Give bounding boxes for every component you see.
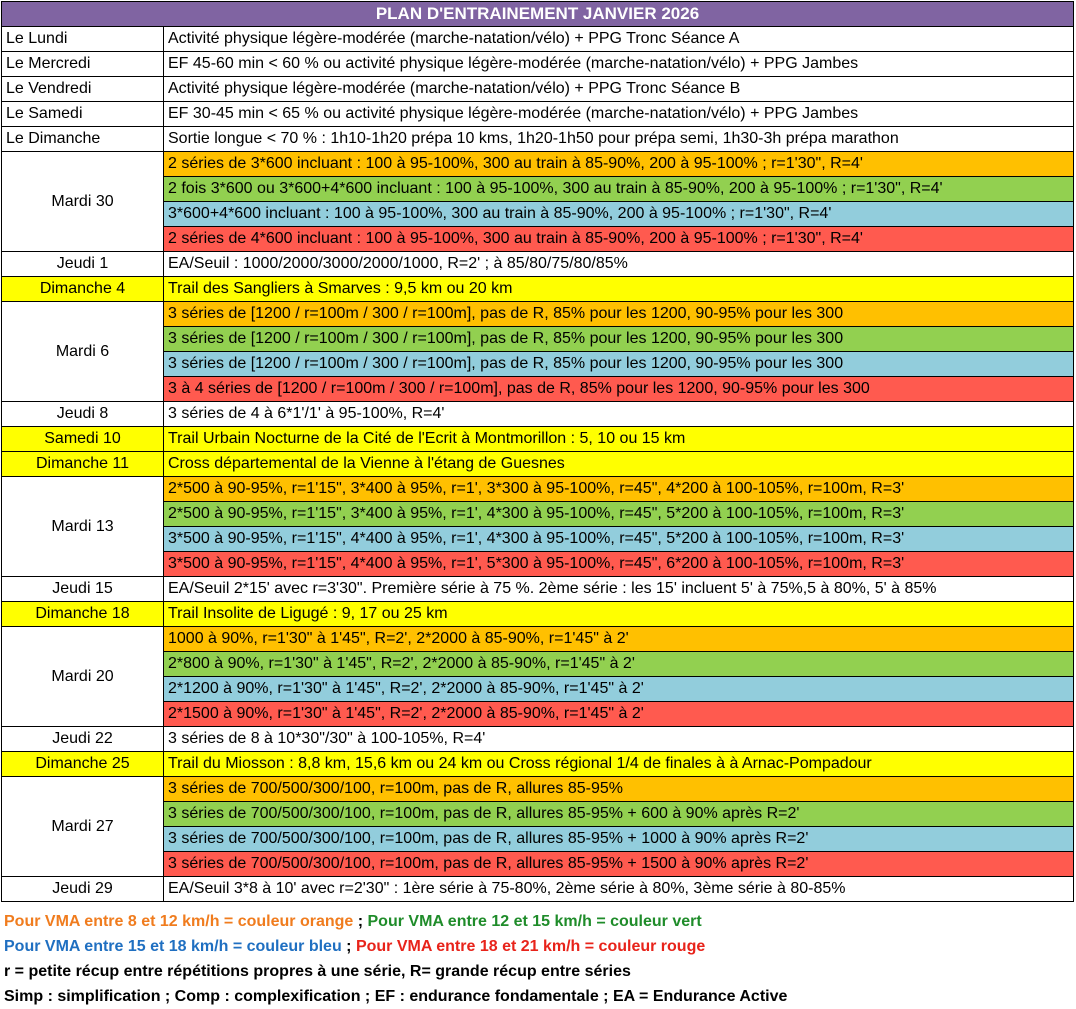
session-activity: EA/Seuil 3*8 à 10' avec r=2'30" : 1ère série à 75-80%, 2ème série à 80%, 3ème série à 80-85% [164, 877, 1074, 902]
legend-line-2 [4, 938, 705, 956]
session-activity: EA/Seuil 2*15' avec r=3'30". Première série à 75 %. 2ème série : les 15' incluent 5' à 75%,5 à 80%, 5' à 85% [164, 577, 1074, 602]
legend-blue: Pour VMA entre 15 et 18 km/h = couleur bleu [4, 938, 342, 955]
session-day-label: Dimanche 18 [1, 602, 164, 627]
session-variant-row: 3*600+4*600 incluant : 100 à 95-100%, 300 au train à 85-90%, 200 à 95-100% ; r=1'30", R=4' [164, 202, 1074, 227]
legend-green: Pour VMA entre 12 et 15 km/h = couleur vert [367, 913, 702, 930]
session-variant-row: 3 séries de 700/500/300/100, r=100m, pas de R, allures 85-95% [164, 777, 1074, 802]
session-variant-row: 3*500 à 90-95%, r=1'15", 4*400 à 95%, r=1', 4*300 à 95-100%, r=45", 5*200 à 100-105%, r=100m, R=3' [164, 527, 1074, 552]
weekly-activity: EF 30-45 min < 65 % ou activité physique légère-modérée (marche-natation/vélo) + PPG Jambes [164, 102, 1074, 127]
session-day-label: Mardi 20 [1, 627, 164, 727]
session-activity: Cross départemental de la Vienne à l'étang de Guesnes [164, 452, 1074, 477]
session-variant-row: 3 séries de 700/500/300/100, r=100m, pas de R, allures 85-95% + 600 à 90% après R=2' [164, 802, 1074, 827]
session-activity: EA/Seuil : 1000/2000/3000/2000/1000, R=2' ; à 85/80/75/80/85% [164, 252, 1074, 277]
session-day-label: Jeudi 8 [1, 402, 164, 427]
session-variant-row: 2*500 à 90-95%, r=1'15", 3*400 à 95%, r=1', 4*300 à 95-100%, r=45", 5*200 à 100-105%, r=100m, R=3' [164, 502, 1074, 527]
session-variant-row: 2 séries de 4*600 incluant : 100 à 95-100%, 300 au train à 85-90%, 200 à 95-100% ; r=1'30", R=4' [164, 227, 1074, 252]
session-activity: Trail des Sangliers à Smarves : 9,5 km ou 20 km [164, 277, 1074, 302]
legend-red: Pour VMA entre 18 et 21 km/h = couleur rouge [355, 938, 706, 955]
legend-separator: ; [353, 913, 368, 930]
session-day-label: Samedi 10 [1, 427, 164, 452]
session-day-label: Jeudi 29 [1, 877, 164, 902]
session-activity: 3 séries de 8 à 10*30"/30" à 100-105%, R=4' [164, 727, 1074, 752]
session-variant-row: 2 séries de 3*600 incluant : 100 à 95-100%, 300 au train à 85-90%, 200 à 95-100% ; r=1'30", R=4' [164, 152, 1074, 177]
weekly-activity: EF 45-60 min < 60 % ou activité physique légère-modérée (marche-natation/vélo) + PPG Jambes [164, 52, 1074, 77]
session-variant-row: 3 à 4 séries de [1200 / r=100m / 300 / r=100m], pas de R, 85% pour les 1200, 90-95% pour les 300 [164, 377, 1074, 402]
session-variant-row: 3 séries de [1200 / r=100m / 300 / r=100m], pas de R, 85% pour les 1200, 90-95% pour les 300 [164, 327, 1074, 352]
weekly-day-label: Le Lundi [1, 27, 164, 52]
weekly-activity: Activité physique légère-modérée (marche-natation/vélo) + PPG Tronc Séance B [164, 77, 1074, 102]
legend-recovery-note: r = petite récup entre répétitions propres à une série, R= grande récup entre séries [4, 963, 631, 980]
session-activity: Trail Urbain Nocturne de la Cité de l'Ecrit à Montmorillon : 5, 10 ou 15 km [164, 427, 1074, 452]
session-activity: Trail du Miosson : 8,8 km, 15,6 km ou 24 km ou Cross régional 1/4 de finales à à Arnac-Pompadour [164, 752, 1074, 777]
session-day-label: Mardi 30 [1, 152, 164, 252]
legend-orange: Pour VMA entre 8 et 12 km/h = couleur orange [4, 913, 354, 930]
session-variant-row: 3 séries de [1200 / r=100m / 300 / r=100m], pas de R, 85% pour les 1200, 90-95% pour les 300 [164, 352, 1074, 377]
legend-abbreviations: Simp : simplification ; Comp : complexification ; EF : endurance fondamentale ; EA = Endurance Active [4, 988, 788, 1005]
session-variant-row: 2 fois 3*600 ou 3*600+4*600 incluant : 100 à 95-100%, 300 au train à 85-90%, 200 à 95-100% ; r=1'30", R=4' [164, 177, 1074, 202]
session-activity: Trail Insolite de Ligugé : 9, 17 ou 25 km [164, 602, 1074, 627]
weekly-activity: Sortie longue < 70 % : 1h10-1h20 prépa 10 kms, 1h20-1h50 pour prépa semi, 1h30-3h prépa marathon [164, 127, 1074, 152]
weekly-day-label: Le Dimanche [1, 127, 164, 152]
session-variant-row: 2*800 à 90%, r=1'30" à 1'45", R=2', 2*2000 à 85-90%, r=1'45" à 2' [164, 652, 1074, 677]
session-day-label: Mardi 27 [1, 777, 164, 877]
session-day-label: Jeudi 22 [1, 727, 164, 752]
session-day-label: Jeudi 1 [1, 252, 164, 277]
plan-title: PLAN D'ENTRAINEMENT JANVIER 2026 [1, 1, 1074, 27]
session-variant-row: 3 séries de 700/500/300/100, r=100m, pas de R, allures 85-95% + 1500 à 90% après R=2' [164, 852, 1074, 877]
session-variant-row: 3 séries de [1200 / r=100m / 300 / r=100m], pas de R, 85% pour les 1200, 90-95% pour les 300 [164, 302, 1074, 327]
session-day-label: Mardi 13 [1, 477, 164, 577]
session-day-label: Dimanche 11 [1, 452, 164, 477]
session-activity: 3 séries de 4 à 6*1'/1' à 95-100%, R=4' [164, 402, 1074, 427]
legend-separator: ; [341, 938, 356, 955]
legend-line-1 [4, 913, 702, 931]
weekly-activity: Activité physique légère-modérée (marche-natation/vélo) + PPG Tronc Séance A [164, 27, 1074, 52]
session-variant-row: 1000 à 90%, r=1'30" à 1'45", R=2', 2*2000 à 85-90%, r=1'45" à 2' [164, 627, 1074, 652]
session-day-label: Dimanche 4 [1, 277, 164, 302]
session-variant-row: 3*500 à 90-95%, r=1'15", 4*400 à 95%, r=1', 5*300 à 95-100%, r=45", 6*200 à 100-105%, r=100m, R=3' [164, 552, 1074, 577]
weekly-day-label: Le Vendredi [1, 77, 164, 102]
weekly-day-label: Le Samedi [1, 102, 164, 127]
session-variant-row: 2*500 à 90-95%, r=1'15", 3*400 à 95%, r=1', 3*300 à 95-100%, r=45", 4*200 à 100-105%, r=100m, R=3' [164, 477, 1074, 502]
session-variant-row: 2*1500 à 90%, r=1'30" à 1'45", R=2', 2*2000 à 85-90%, r=1'45" à 2' [164, 702, 1074, 727]
session-variant-row: 2*1200 à 90%, r=1'30" à 1'45", R=2', 2*2000 à 85-90%, r=1'45" à 2' [164, 677, 1074, 702]
weekly-day-label: Le Mercredi [1, 52, 164, 77]
session-day-label: Mardi 6 [1, 302, 164, 402]
session-day-label: Jeudi 15 [1, 577, 164, 602]
session-day-label: Dimanche 25 [1, 752, 164, 777]
session-variant-row: 3 séries de 700/500/300/100, r=100m, pas de R, allures 85-95% + 1000 à 90% après R=2' [164, 827, 1074, 852]
